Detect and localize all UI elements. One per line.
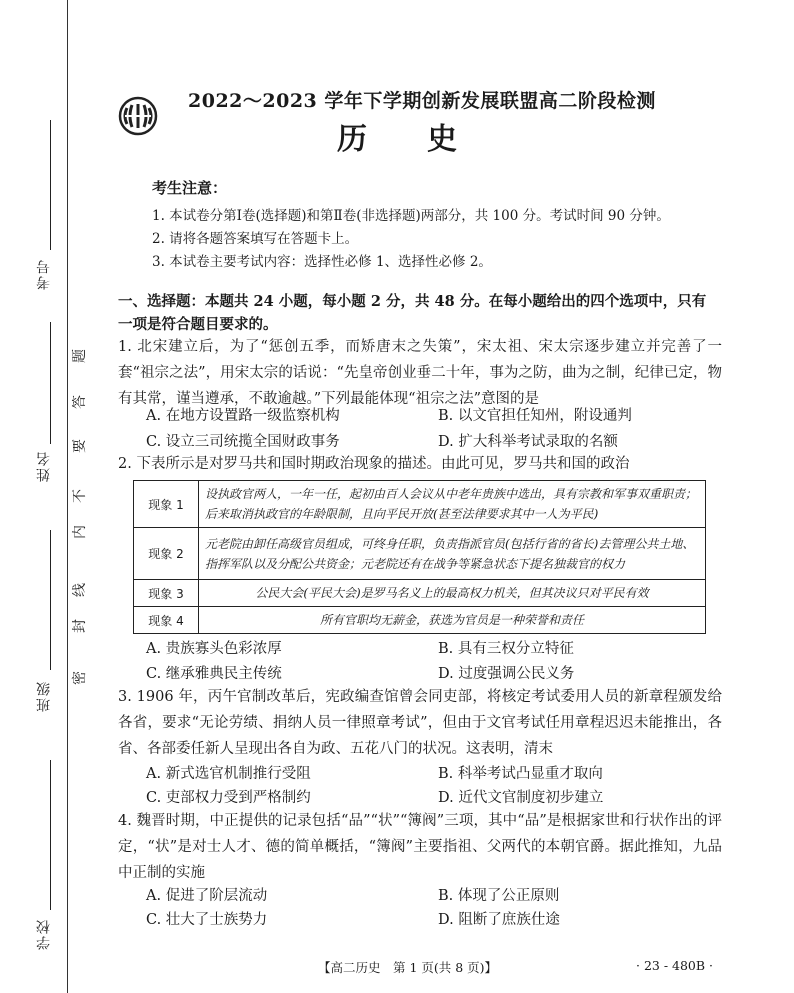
option-c: C. 设立三司统揽全国财政事务 xyxy=(146,434,340,450)
option-b: B. 科举考试凸显重才取向 xyxy=(438,766,603,782)
table-row-head: 现象 3 xyxy=(134,580,199,607)
notice-item: 2. 请将各题答案填写在答题卡上。 xyxy=(152,231,359,247)
notice-item: 3. 本试卷主要考试内容：选择性必修 1、选择性必修 2。 xyxy=(152,254,492,270)
seal-char: 不 xyxy=(72,489,88,503)
table-row-body: 设执政官两人，一年一任，起初由百人会议从中老年贵族中选出，具有宗教和军事双重职责；后来取消执政官的年龄限制，且向平民开放(甚至法律要求其中一人为平民) xyxy=(199,481,706,528)
seal-char: 封 xyxy=(72,619,88,633)
table-row xyxy=(134,528,706,580)
notice-title: 考生注意： xyxy=(152,179,228,197)
name-underline xyxy=(50,322,51,444)
question-stem: 1. 北宋建立后，为了“惩创五季，而矫唐末之失策”，宋太祖、宋太宗逐步建立并完善了一套“祖宗之法”，用宋太宗的话说：“先皇帝创业垂二十年，事为之防，曲为之制，纪律已定，物有其常，谨当遵承，不敢逾越。”下列最能体现“祖宗之法”意图的是 xyxy=(118,339,722,407)
school-label: 学校 xyxy=(36,918,52,950)
option-a: A. 在地方设置路一级监察机构 xyxy=(146,408,340,424)
option-c: C. 吏部权力受到严格制约 xyxy=(146,790,311,806)
option-d: D. 阻断了庶族仕途 xyxy=(438,912,560,928)
phenomena-table xyxy=(133,480,706,634)
table-row-body: 公民大会(平民大会)是罗马名义上的最高权力机关，但其决议只对平民有效 xyxy=(199,580,706,607)
table-row-head: 现象 1 xyxy=(134,481,199,528)
page-footer: 【高二历史 第 1 页(共 8 页)】 xyxy=(318,960,498,975)
notice-item: 1. 本试卷分第Ⅰ卷(选择题)和第Ⅱ卷(非选择题)两部分，共 100 分。考试时间 90 分钟。 xyxy=(152,208,670,224)
table-row xyxy=(134,481,706,528)
seal-char: 题 xyxy=(72,349,88,363)
option-c: C. 继承雅典民主传统 xyxy=(146,666,282,682)
question-stem: 3. 1906 年，丙午官制改革后，宪政编查馆曾会同吏部，将核定考试委用人员的新章程颁发给各省，要求“无论劳绩、捐纳人员一律照章考试”，但由于文官考试任用章程迟迟未能推出，各省、各部委任新人呈现出各自为政、五花八门的状况。这表明，清末 xyxy=(118,689,722,757)
exam-no-label: 考号 xyxy=(36,258,52,290)
question-stem: 2. 下表所示是对罗马共和国时期政治现象的描述。由此可见，罗马共和国的政治 xyxy=(118,456,630,472)
name-label: 姓名 xyxy=(36,450,52,482)
option-b: B. 体现了公正原则 xyxy=(438,888,560,904)
school-underline xyxy=(50,760,51,910)
class-label: 班级 xyxy=(36,680,52,712)
option-b: B. 以文官担任知州，附设通判 xyxy=(438,408,632,424)
option-d: D. 扩大科举考试录取的名额 xyxy=(438,434,618,450)
option-c: C. 壮大了士族势力 xyxy=(146,912,268,928)
seal-char: 内 xyxy=(72,525,88,539)
option-b: B. 具有三权分立特征 xyxy=(438,641,574,657)
option-a: A. 贵族寡头色彩浓厚 xyxy=(146,641,282,657)
table-row-head: 现象 2 xyxy=(134,528,199,580)
table-row-body: 元老院由卸任高级官员组成，可终身任职，负责指派官员(包括行省的省长)去管理公共土地、指挥军队以及分配公共资金；元老院还有在战争等紧急状态下提名独裁官的权力 xyxy=(199,528,706,580)
exam-title: 2022～2023 学年下学期创新发展联盟高二阶段检测 xyxy=(188,90,656,112)
class-underline xyxy=(50,530,51,670)
exam-code: · 23 - 480B · xyxy=(636,958,714,973)
subject-title: 历史 xyxy=(337,122,517,157)
question-stem: 4. 魏晋时期，中正提供的记录包括“品”“状”“簿阀”三项，其中“品”是根据家世和行状作出的评定，“状”是对士人才、德的简单概括，“簿阀”主要指祖、父两代的本朝官爵。据此推知，九品中正制的实施 xyxy=(118,813,722,881)
table-row-head: 现象 4 xyxy=(134,607,199,634)
option-a: A. 新式选官机制推行受阻 xyxy=(146,766,311,782)
seal-char: 要 xyxy=(72,439,88,453)
seal-char: 线 xyxy=(72,583,88,597)
option-d: D. 过度强调公民义务 xyxy=(438,666,575,682)
option-a: A. 促进了阶层流动 xyxy=(146,888,268,904)
table-row xyxy=(134,580,706,607)
seal-char: 答 xyxy=(72,395,88,409)
section-heading: 一、选择题：本题共 24 小题，每小题 2 分，共 48 分。在每小题给出的四个选项中，只有一项是符合题目要求的。 xyxy=(118,293,707,333)
table-row xyxy=(134,607,706,634)
table-row-body: 所有官职均无薪金，获选为官员是一种荣誉和责任 xyxy=(199,607,706,634)
option-d: D. 近代文官制度初步建立 xyxy=(438,790,604,806)
seal-char: 密 xyxy=(72,671,88,685)
